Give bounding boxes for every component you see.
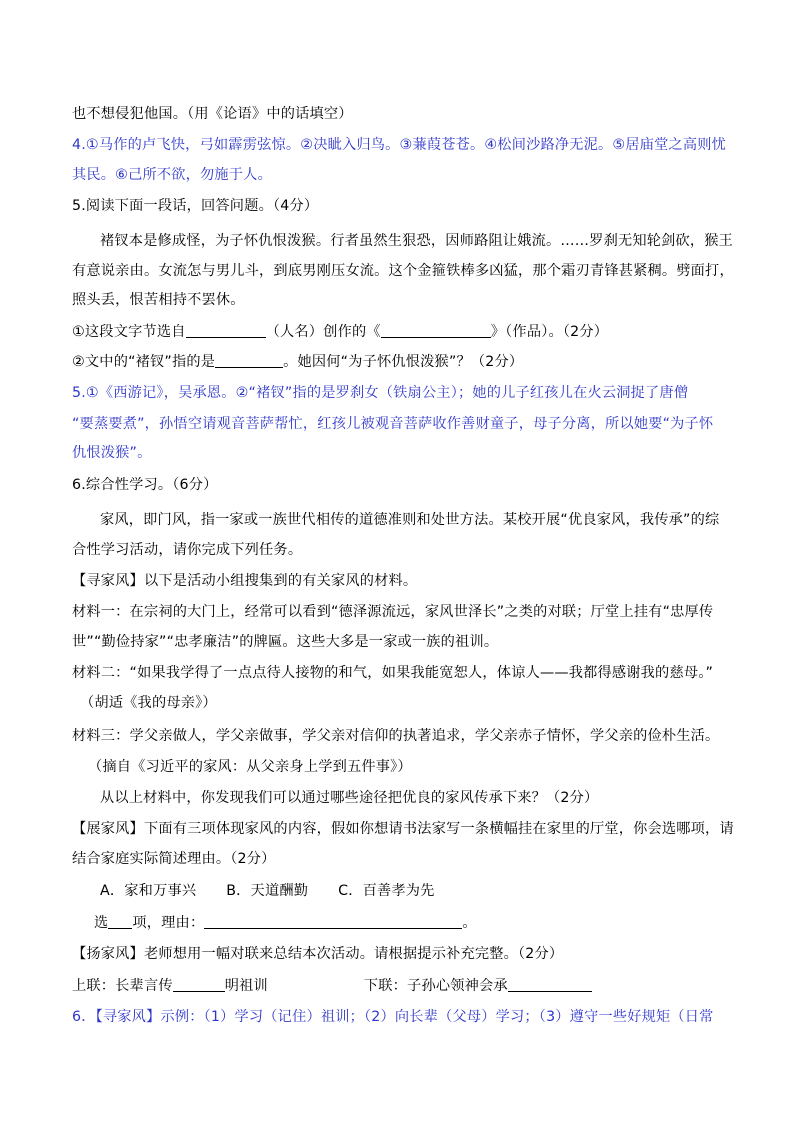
text-line: 家风，即门风，指一家或一族世代相传的道德准则和处世方法。某校开展“优良家风，我传承”的综	[100, 512, 720, 528]
material-line: 材料三：学父亲做人，学父亲做事，学父亲对信仰的执著追求，学父亲赤子情怀，学父亲的俭朴生活。	[72, 728, 720, 744]
choice-b[interactable]: B．天道酬勤	[226, 883, 309, 899]
choice-a[interactable]: A．家和万事兴	[100, 883, 197, 899]
answer-line: 5.①《西游记》，吴承恩。②“褚钗”指的是罗刹女（铁扇公主）；她的儿子红孩儿在火云洞捉了唐僧	[72, 385, 689, 401]
question-text: ①这段文字节选自	[72, 324, 186, 340]
answer-line: “要蒸要煮”，孙悟空请观音菩萨帮忙，红孩儿被观音菩萨收作善财童子，母子分离，所以她要“为子怀	[72, 416, 714, 432]
answer-blank[interactable]	[381, 321, 491, 338]
couplet-text: 明祖训	[224, 978, 268, 994]
question-text: 选	[94, 915, 109, 931]
question-line	[94, 911, 754, 935]
section-heading: 【扬家风】老师想用一幅对联来总结本次活动。请根据提示补充完整。（2分）	[72, 946, 564, 962]
material-line: 材料一：在宗祠的大门上，经常可以看到“德泽源流远，家风世泽长”之类的对联；厅堂上挂有“忠厚传	[72, 604, 714, 620]
choices-row	[100, 879, 760, 903]
question-text: ②文中的“褚钗”指的是	[72, 354, 216, 370]
question-line	[72, 350, 732, 374]
couplet-text: 上联：长辈言传	[72, 978, 173, 994]
answer-line: 仇恨泼猴”。	[72, 445, 152, 461]
text-line: 也不想侵犯他国。（用《论语》中的话填空）	[72, 106, 353, 122]
section-heading: 【寻家风】以下是活动小组搜集到的有关家风的材料。	[72, 573, 418, 589]
answer-blank[interactable]	[508, 975, 592, 992]
answer-blank[interactable]	[108, 912, 132, 929]
question-heading: 6.综合性学习。（6分）	[72, 477, 218, 493]
passage-line: 有意说亲由。女流怎与男儿斗，到底男刚压女流。这个金箍铁棒多凶猛，那个霜刃青锋甚紧稠。劈面打，	[72, 263, 734, 279]
answer-blank[interactable]	[173, 975, 225, 992]
material-source: （胡适《我的母亲》）	[80, 695, 217, 711]
passage-line: 褚钗本是修成怪，为子怀仇恨泼猴。行者虽然生狠恐，因师路阻让娥流。……罗刹无知轮剑砍，猴王	[100, 233, 734, 249]
material-source: （摘自《习近平的家风：从父亲身上学到五件事》）	[88, 759, 412, 775]
material-line: 材料二：“如果我学得了一点点待人接物的和气，如果我能宽恕人，体谅人——我都得感谢我的慈母。”	[72, 665, 714, 681]
question-text: 项，理由：	[132, 915, 205, 931]
question-text: 。她因何“为子怀仇恨泼猴”？（2分）	[283, 354, 524, 370]
choice-c[interactable]: C．百善孝为先	[338, 883, 435, 899]
question-line	[72, 320, 732, 344]
text-line: 合性学习活动，请你完成下列任务。	[72, 542, 303, 558]
material-line: 世”“勤俭持家”“忠孝廉洁”的牌匾。这些大多是一家或一族的祖训。	[72, 634, 499, 650]
question-heading: 5.阅读下面一段话，回答问题。（4分）	[72, 198, 319, 214]
answer-blank[interactable]	[186, 321, 266, 338]
question-text: 》（作品）。（2分）	[490, 324, 609, 340]
passage-line: 照头丢，恨苦相持不罢休。	[72, 292, 245, 308]
couplet-line	[72, 974, 732, 998]
couplet-text: 下联：子孙心领神会承	[363, 978, 508, 994]
answer-blank[interactable]	[204, 912, 462, 929]
answer-line: 4.①马作的卢飞快，弓如霹雳弦惊。②决眦入归鸟。③蒹葭苍苍。④松间沙路净无泥。⑤居庙堂之高则忧	[72, 137, 727, 153]
answer-blank[interactable]	[215, 351, 283, 368]
question-text: 。	[462, 915, 477, 931]
answer-line: 其民。⑥己所不欲，勿施于人。	[72, 167, 272, 183]
answer-line: 6．【寻家风】示例：（1）学习（记住）祖训；（2）向长辈（父母）学习；（3）遵守一些好规矩（日常	[72, 1009, 714, 1025]
question-line: 从以上材料中，你发现我们可以通过哪些途径把优良的家风传承下来？（2分）	[100, 790, 599, 806]
text-line: 结合家庭实际简述理由。（2分）	[72, 851, 276, 867]
question-text: （人名）创作的《	[265, 324, 381, 340]
section-heading: 【展家风】下面有三项体现家风的内容，假如你想请书法家写一条横幅挂在家里的厅堂，你会选哪项，请	[72, 821, 734, 837]
